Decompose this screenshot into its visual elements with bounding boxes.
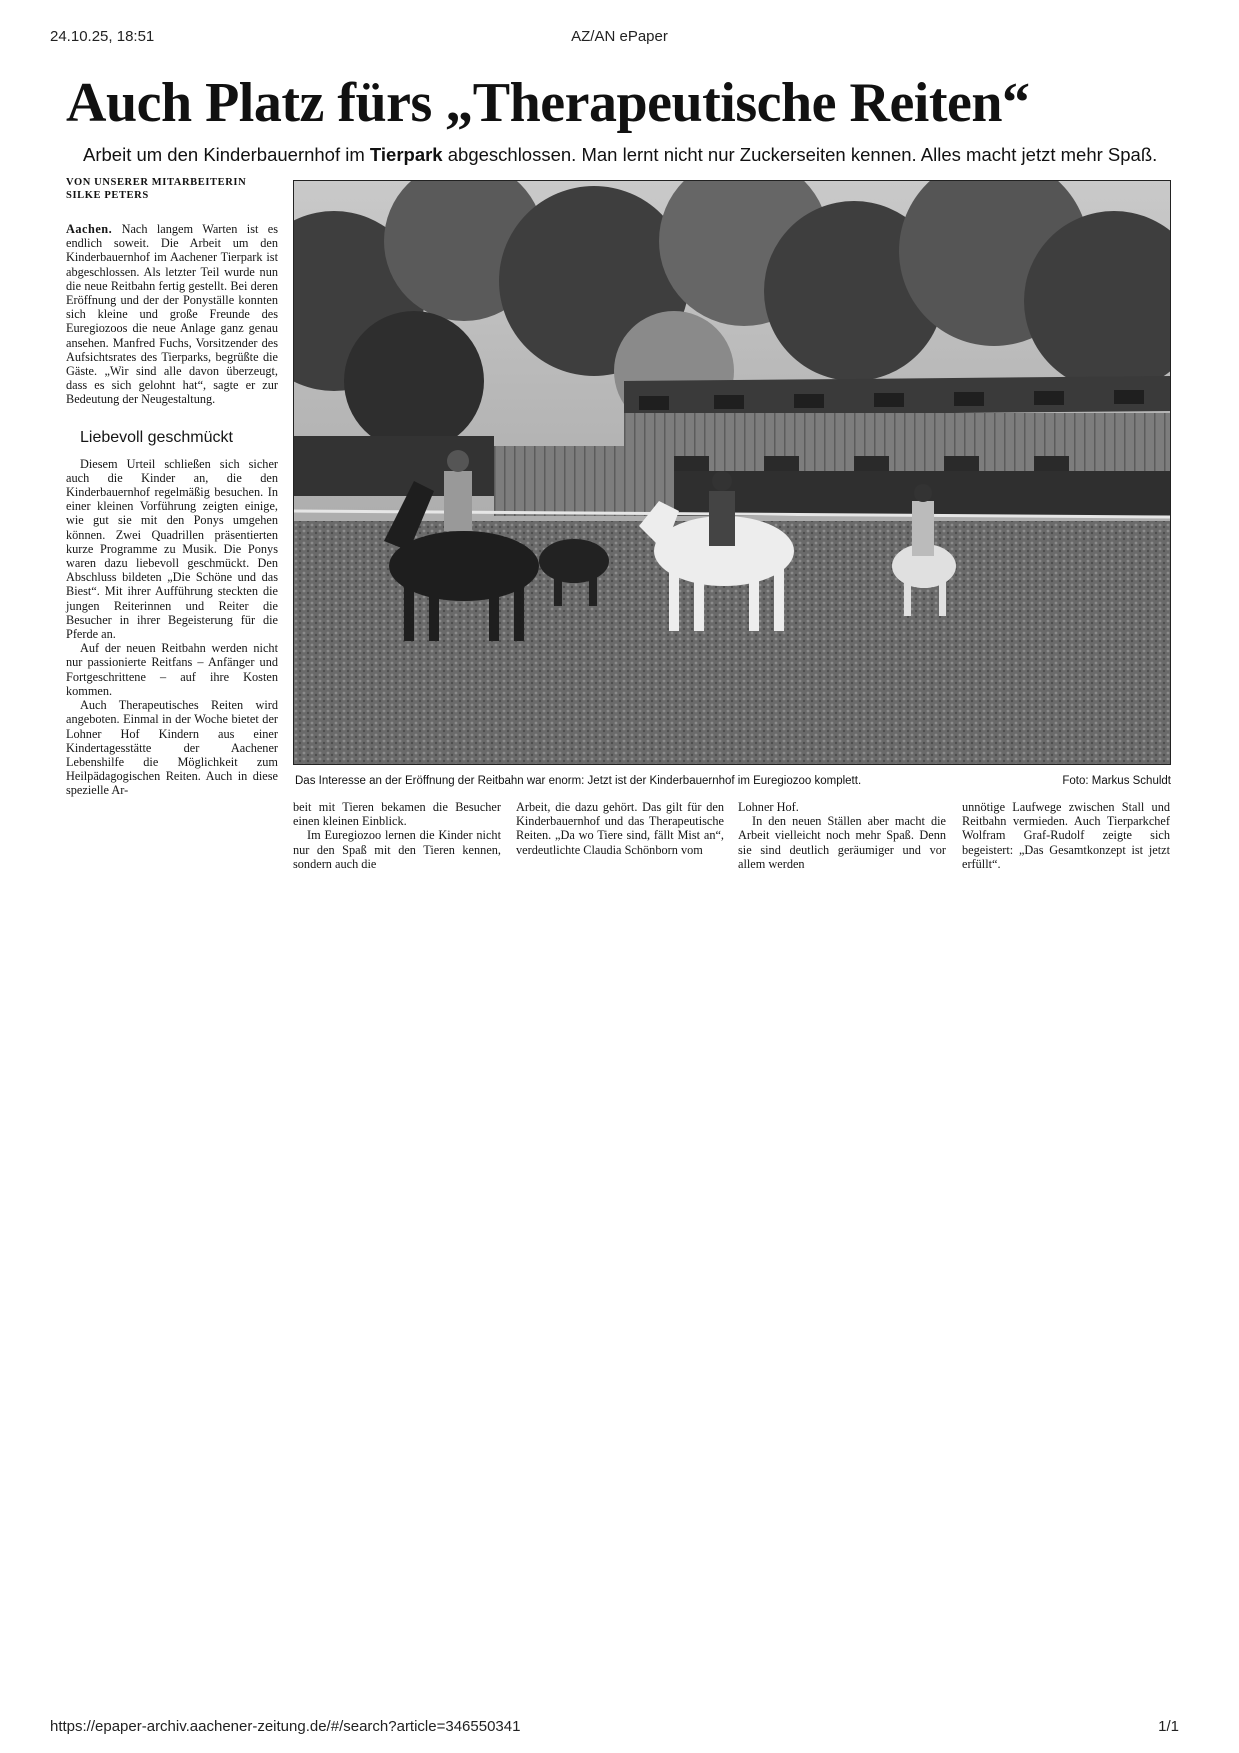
print-timestamp: 24.10.25, 18:51 [50, 28, 155, 45]
article-column-4 [738, 800, 946, 871]
subhead-text-bold: Tierpark [369, 144, 443, 165]
article-column-5 [962, 800, 1170, 871]
column-2-para-1: beit mit Tieren bekamen die Besucher einen kleinen Einblick. [293, 800, 501, 829]
article-headline: Auch Platz fürs „Therapeutische Reiten“ [66, 72, 1030, 134]
dateline: Aachen. [66, 222, 113, 236]
print-footer [0, 1718, 1239, 1738]
column-4-para-2: In den neuen Ställen aber macht die Arbeit vielleicht noch mehr Spaß. Denn sie sind deutlich geräumiger und vor allem werden [738, 814, 946, 871]
print-title: AZ/AN ePaper [571, 28, 668, 45]
byline-author: SILKE PETERS [66, 190, 149, 201]
column-4-para-1: Lohner Hof. [738, 800, 799, 814]
paragraph-4: Auch Therapeutisches Reiten wird angeboten. Einmal in der Woche bietet der Lohner Hof Kindern aus einer Kindertagesstätte der Aachener Lebenshilfe die Möglichkeit zum Heilpädagogischen Reiten. Auch in diese spezielle Ar- [66, 698, 278, 798]
paragraph-2: Diesem Urteil schließen sich sicher auch die Kinder an, die den Kinderbauernhof regelmäßig besuchen. In einer kleinen Vorführung zeigten einige, wie gut sie mit den Ponys umgehen können. Zwei Quadrillen präsentierten kurze Programme zu Musik. Die Ponys waren dazu liebevoll geschmückt. Den Abschluss bildeten „Die Schöne und das Biest“. Mit ihrer Aufführung steckten die jungen Reiterinnen und Reiter die Besucher in ihrer Begeisterung für die Pferde an. [66, 456, 278, 642]
print-url: https://epaper-archiv.aachener-zeitung.de/#/search?article=346550341 [50, 1718, 521, 1735]
column-2-para-2: Im Euregiozoo lernen die Kinder nicht nur den Spaß mit den Tieren kennen, sondern auch die [293, 828, 501, 871]
paragraph-1-text: Nach langem Warten ist es endlich soweit. Die Arbeit um den Kinderbauernhof im Aachener Tierpark ist abgeschlossen. Als letzter Teil wurde nun die neue Reitbahn fertig gestellt. Bei deren Eröffnung und der der Ponyställe konnten sich kleine und große Freunde des Euregiozoos die neue Anlage ganz genau ansehen. Manfred Fuchs, Vorsitzender des Aufsichtsrates des Tierparks, begrüßte die Gäste. „Wir sind alle davon überzeugt, dass es sich gelohnt hat“, sagte er zur Bedeutung der Neugestaltung. [66, 222, 279, 407]
caption-text: Das Interesse an der Eröffnung der Reitbahn war enorm: Jetzt ist der Kinderbauernhof im Euregiozoo komplett. [295, 775, 862, 787]
byline-role: VON UNSERER MITARBEITERIN [66, 177, 247, 188]
article-subhead [83, 144, 1183, 166]
subhead-text-pre: Arbeit um den Kinderbauernhof im [83, 144, 370, 165]
article-column-left [66, 222, 278, 798]
print-header [0, 28, 1239, 48]
column-5-para-1: unnötige Laufwege zwischen Stall und Reitbahn vermieden. Auch Tierparkchef Wolfram Graf-Rudolf zeigte sich begeistert: „Das Gesamtkonzept ist jetzt erfüllt“. [962, 800, 1170, 871]
subhead-text-post: abgeschlossen. Man lernt nicht nur Zuckerseiten kennen. Alles macht jetzt mehr Spaß. [442, 144, 1158, 165]
print-page-number: 1/1 [1158, 1718, 1179, 1735]
column-3-para-1: Arbeit, die dazu gehört. Das gilt für den Kinderbauernhof und das Therapeutische Reiten. „Da wo Tiere sind, fällt Mist an“, verdeutlichte Claudia Schönborn vom [516, 800, 724, 857]
article-subheading: Liebevoll geschmückt [80, 428, 233, 446]
article-column-3 [516, 800, 724, 857]
article-photo [293, 180, 1171, 765]
photo-pony-riding-arena [294, 181, 1170, 764]
photo-caption [295, 775, 1171, 787]
photo-credit: Foto: Markus Schuldt [1062, 775, 1171, 787]
byline [66, 176, 276, 202]
paragraph-3: Auf der neuen Reitbahn werden nicht nur passionierte Reitfans – Anfänger und Fortgeschrittene – auf ihre Kosten kommen. [66, 641, 278, 698]
paragraph-1 [66, 222, 278, 407]
article-column-2 [293, 800, 501, 871]
